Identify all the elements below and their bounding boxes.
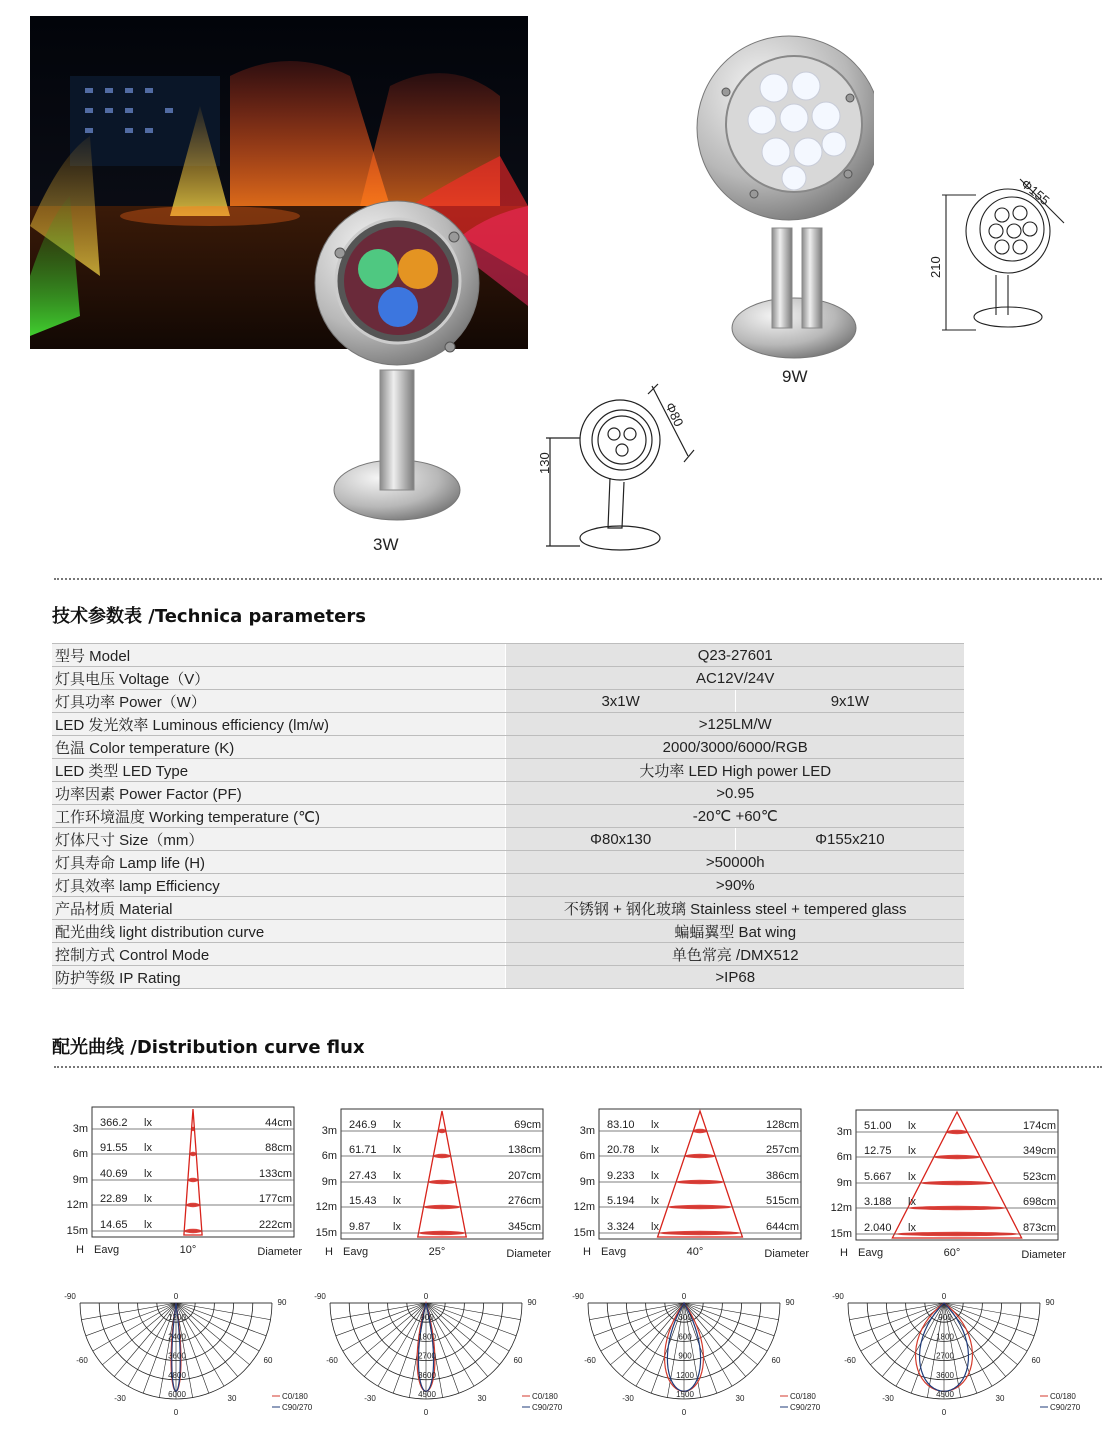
diameter-value: 133cm [258,1168,292,1180]
unit-label: lx [144,1117,152,1129]
beam-spot [419,1231,465,1235]
angle-label: -60 [76,1356,88,1365]
angle-label: 90 [527,1298,537,1307]
spec-value: >IP68 [506,966,964,989]
unit-label: lx [908,1171,916,1183]
diameter-value: 138cm [507,1144,541,1156]
diagram-0 [66,1103,306,1272]
angle-label: 0 [681,1408,687,1417]
diameter-value: 222cm [258,1219,292,1231]
spec-value: Q23-27601 [506,644,964,667]
angle-label: 0 [423,1292,429,1301]
eavg-label: Eavg [858,1247,884,1259]
unit-label: lx [144,1142,152,1154]
unit-label: lx [651,1170,659,1182]
spec-row [52,828,964,851]
height-label: 12m [66,1199,88,1211]
angle-label: -60 [584,1356,596,1365]
h-label: H [76,1244,84,1256]
spec-label: LED 发光效率 Luminous efficiency (lm/w) [52,713,506,736]
large-dim-diameter: Φ155 [1018,176,1053,209]
spec-row [52,805,964,828]
spec-value: Φ155x210 [735,828,964,851]
unit-label: lx [651,1144,659,1156]
polar-1 [314,1288,564,1427]
eavg-value: 27.43 [349,1170,377,1182]
angle-label: 60 [1031,1356,1041,1365]
legend-label: C90/270 [532,1403,563,1412]
curve-section-title: 配光曲线 /Distribution curve flux [52,1037,365,1058]
legend-label: C90/270 [1050,1403,1081,1412]
spec-row [52,713,964,736]
beam-spot [191,1127,194,1131]
angle-label: -90 [832,1292,844,1301]
spec-value: 2000/3000/6000/RGB [506,736,964,759]
ring-value: 600 [678,1332,692,1342]
ring-value: 2400 [168,1332,186,1342]
angle-label: -60 [326,1356,338,1365]
height-label: 15m [315,1227,337,1239]
angle-label: 0 [681,1292,687,1301]
eavg-label: Eavg [343,1246,369,1258]
diameter-value: 345cm [507,1221,541,1233]
ring-value: 4500 [936,1390,954,1399]
spec-row [52,644,964,667]
height-label: 6m [579,1150,595,1162]
spec-row [52,943,964,966]
unit-label: lx [651,1195,659,1207]
angle-label: 0 [173,1408,179,1417]
spec-label: 灯具效率 lamp Efficiency [52,874,506,897]
beam-angle: 25° [428,1246,446,1258]
angle-label: 90 [1045,1298,1055,1307]
spec-label: 色温 Color temperature (K) [52,736,506,759]
beam-angle: 40° [686,1246,704,1258]
small-lamp-image [302,195,502,530]
eavg-value: 9.233 [607,1170,635,1182]
eavg-value: 20.78 [607,1144,635,1156]
eavg-value: 83.10 [607,1119,635,1131]
angle-label: 90 [277,1298,287,1307]
large-lamp-caption: 9W [782,367,808,386]
ring-value: 3600 [418,1370,436,1380]
spec-value: 3x1W [506,690,735,713]
spec-label: 功率因素 Power Factor (PF) [52,782,506,805]
ring-value: 1800 [418,1332,436,1342]
unit-label: lx [393,1195,401,1207]
diagram-3 [830,1106,1070,1275]
spec-value: -20℃ +60℃ [506,805,964,828]
eavg-value: 40.69 [100,1168,128,1180]
angle-label: 30 [477,1394,487,1403]
spec-value: 大功率 LED High power LED [506,759,964,782]
angle-label: 60 [771,1356,781,1365]
ring-value: 1500 [676,1390,694,1399]
angle-label: -30 [364,1394,376,1403]
spec-value: Φ80x130 [506,828,735,851]
unit-label: lx [651,1221,659,1233]
spec-row [52,897,964,920]
spec-value: 不锈钢 + 钢化玻璃 Stainless steel + tempered glass [506,897,964,920]
spec-label: 型号 Model [52,644,506,667]
unit-label: lx [393,1221,401,1233]
angle-label: -90 [572,1292,584,1301]
angle-label: 30 [735,1394,745,1403]
unit-label: lx [393,1170,401,1182]
unit-label: lx [651,1119,659,1131]
diameter-value: 873cm [1022,1222,1056,1234]
spec-row [52,759,964,782]
angle-label: 30 [227,1394,237,1403]
spec-row [52,782,964,805]
spec-label: 工作环境温度 Working temperature (℃) [52,805,506,828]
spec-row [52,966,964,989]
height-label: 15m [573,1227,595,1239]
beam-spot [188,1178,198,1182]
unit-label: lx [908,1120,916,1132]
eavg-value: 61.71 [349,1144,377,1156]
diameter-value: 523cm [1022,1171,1056,1183]
spec-label: 灯体尺寸 Size（mm） [52,828,506,851]
spec-label: 配光曲线 light distribution curve [52,920,506,943]
ring-value: 4800 [168,1370,186,1380]
h-label: H [583,1246,591,1258]
beam-angle: 10° [179,1244,197,1256]
legend-label: C0/180 [1050,1392,1076,1401]
beam-spot [424,1205,461,1209]
height-label: 3m [579,1125,595,1137]
diagram-1 [315,1105,555,1274]
spec-section-title: 技术参数表 /Technica parameters [52,606,366,627]
eavg-value: 5.667 [864,1171,892,1183]
spec-value: 9x1W [735,690,964,713]
diameter-value: 257cm [765,1144,799,1156]
eavg-value: 3.188 [864,1196,892,1208]
height-label: 12m [315,1201,337,1213]
ring-value: 4500 [418,1390,436,1399]
angle-label: -90 [314,1292,326,1301]
beam-spot [186,1203,200,1207]
eavg-value: 9.87 [349,1221,371,1233]
eavg-value: 2.040 [864,1222,892,1234]
beam-angle: 60° [943,1247,961,1259]
spec-label: 控制方式 Control Mode [52,943,506,966]
diameter-value: 515cm [765,1195,799,1207]
spec-label: 灯具寿命 Lamp life (H) [52,851,506,874]
diameter-label: Diameter [506,1248,551,1260]
height-label: 9m [579,1176,595,1188]
angle-label: 60 [263,1356,273,1365]
height-label: 12m [573,1201,595,1213]
eavg-value: 14.65 [100,1219,128,1231]
unit-label: lx [393,1119,401,1131]
eavg-value: 5.194 [607,1195,635,1207]
spec-value: >50000h [506,851,964,874]
small-dim-height: 130 [537,452,552,474]
legend-label: C0/180 [282,1392,308,1401]
eavg-value: 15.43 [349,1195,377,1207]
beam-spot [438,1129,446,1133]
small-lamp-caption: 3W [373,535,399,554]
spec-label: 防护等级 IP Rating [52,966,506,989]
angle-label: 90 [785,1298,795,1307]
polar-3 [832,1288,1082,1427]
beam-spot [184,1229,201,1233]
angle-label: 0 [423,1408,429,1417]
beam-spot [190,1152,197,1156]
angle-label: -30 [114,1394,126,1403]
beam-spot [660,1231,741,1235]
ring-value: 900 [938,1313,952,1323]
beam-spot [693,1129,707,1133]
h-label: H [840,1247,848,1259]
eavg-value: 366.2 [100,1117,128,1129]
spec-value: 单色常亮 /DMX512 [506,943,964,966]
legend-label: C90/270 [790,1403,821,1412]
diameter-label: Diameter [257,1246,302,1258]
diameter-value: 698cm [1022,1196,1056,1208]
beam-spot [668,1205,732,1209]
ring-value: 900 [420,1313,434,1323]
beam-spot [946,1130,968,1134]
height-label: 3m [321,1125,337,1137]
height-label: 3m [836,1126,852,1138]
eavg-label: Eavg [601,1246,627,1258]
eavg-value: 12.75 [864,1145,892,1157]
spec-value: AC12V/24V [506,667,964,690]
ring-value: 2700 [418,1351,436,1361]
ring-value: 6000 [168,1390,186,1399]
eavg-value: 246.9 [349,1119,377,1131]
ring-value: 300 [678,1313,692,1323]
spec-row [52,667,964,690]
ring-value: 1200 [676,1370,694,1380]
spec-value: 蝙蝠翼型 Bat wing [506,920,964,943]
angle-label: -30 [622,1394,634,1403]
legend-label: C0/180 [790,1392,816,1401]
diameter-label: Diameter [1021,1249,1066,1261]
ring-value: 3600 [168,1351,186,1361]
unit-label: lx [908,1196,916,1208]
unit-label: lx [393,1144,401,1156]
eavg-label: Eavg [94,1244,120,1256]
beam-spot [921,1181,994,1185]
diameter-label: Diameter [764,1248,809,1260]
spec-row [52,874,964,897]
unit-label: lx [144,1168,152,1180]
spec-row [52,920,964,943]
diameter-value: 349cm [1022,1145,1056,1157]
diameter-value: 174cm [1022,1120,1056,1132]
eavg-value: 22.89 [100,1193,128,1205]
spec-table [52,643,964,989]
ring-value: 2700 [936,1351,954,1361]
polar-0 [64,1288,314,1427]
spec-label: 灯具功率 Power（W） [52,690,506,713]
height-label: 9m [72,1174,88,1186]
spec-label: 产品材质 Material [52,897,506,920]
diagram-2 [573,1105,813,1274]
height-label: 15m [830,1228,852,1240]
large-lamp-dimension-drawing [936,175,1076,335]
height-label: 9m [321,1176,337,1188]
unit-label: lx [908,1145,916,1157]
spec-label: LED 类型 LED Type [52,759,506,782]
diameter-value: 177cm [258,1193,292,1205]
ring-value: 3600 [936,1370,954,1380]
height-label: 12m [830,1202,852,1214]
angle-label: 0 [941,1408,947,1417]
height-label: 15m [66,1225,88,1237]
polar-2 [572,1288,822,1427]
legend-label: C90/270 [282,1403,313,1412]
angle-label: -30 [882,1394,894,1403]
spec-label: 灯具电压 Voltage（V） [52,667,506,690]
angle-label: 0 [941,1292,947,1301]
diameter-value: 207cm [507,1170,541,1182]
spec-value: >0.95 [506,782,964,805]
angle-label: 30 [995,1394,1005,1403]
spec-value: >90% [506,874,964,897]
height-label: 6m [321,1150,337,1162]
diameter-value: 276cm [507,1195,541,1207]
ring-value: 1200 [168,1313,186,1323]
beam-spot [433,1154,451,1158]
eavg-value: 91.55 [100,1142,128,1154]
small-dim-diameter: Φ80 [662,400,687,429]
ring-value: 900 [678,1351,692,1361]
spec-row [52,690,964,713]
legend-label: C0/180 [532,1392,558,1401]
height-label: 6m [72,1148,88,1160]
eavg-value: 3.324 [607,1221,635,1233]
height-label: 6m [836,1151,852,1163]
unit-label: lx [908,1222,916,1234]
unit-label: lx [144,1193,152,1205]
diameter-value: 69cm [514,1119,541,1131]
unit-label: lx [144,1219,152,1231]
beam-spot [676,1180,724,1184]
height-label: 9m [836,1177,852,1189]
h-label: H [325,1246,333,1258]
height-label: 3m [72,1123,88,1135]
large-lamp-image [694,28,874,368]
diameter-value: 386cm [765,1170,799,1182]
diameter-value: 88cm [265,1142,292,1154]
spec-value: >125LM/W [506,713,964,736]
spec-row [52,736,964,759]
angle-label: -90 [64,1292,76,1301]
angle-label: 0 [173,1292,179,1301]
beam-spot [908,1206,1005,1210]
beam-spot [685,1154,716,1158]
beam-spot [428,1180,455,1184]
eavg-value: 51.00 [864,1120,892,1132]
beam-spot [934,1155,981,1159]
diameter-value: 128cm [765,1119,799,1131]
spec-row [52,851,964,874]
small-lamp-dimension-drawing [540,378,710,553]
large-dim-height: 210 [928,256,943,278]
diameter-value: 44cm [265,1117,292,1129]
angle-label: -60 [844,1356,856,1365]
ring-value: 1800 [936,1332,954,1342]
diameter-value: 644cm [765,1221,799,1233]
separator-top [54,578,1102,580]
separator-bottom [54,1066,1102,1068]
angle-label: 60 [513,1356,523,1365]
